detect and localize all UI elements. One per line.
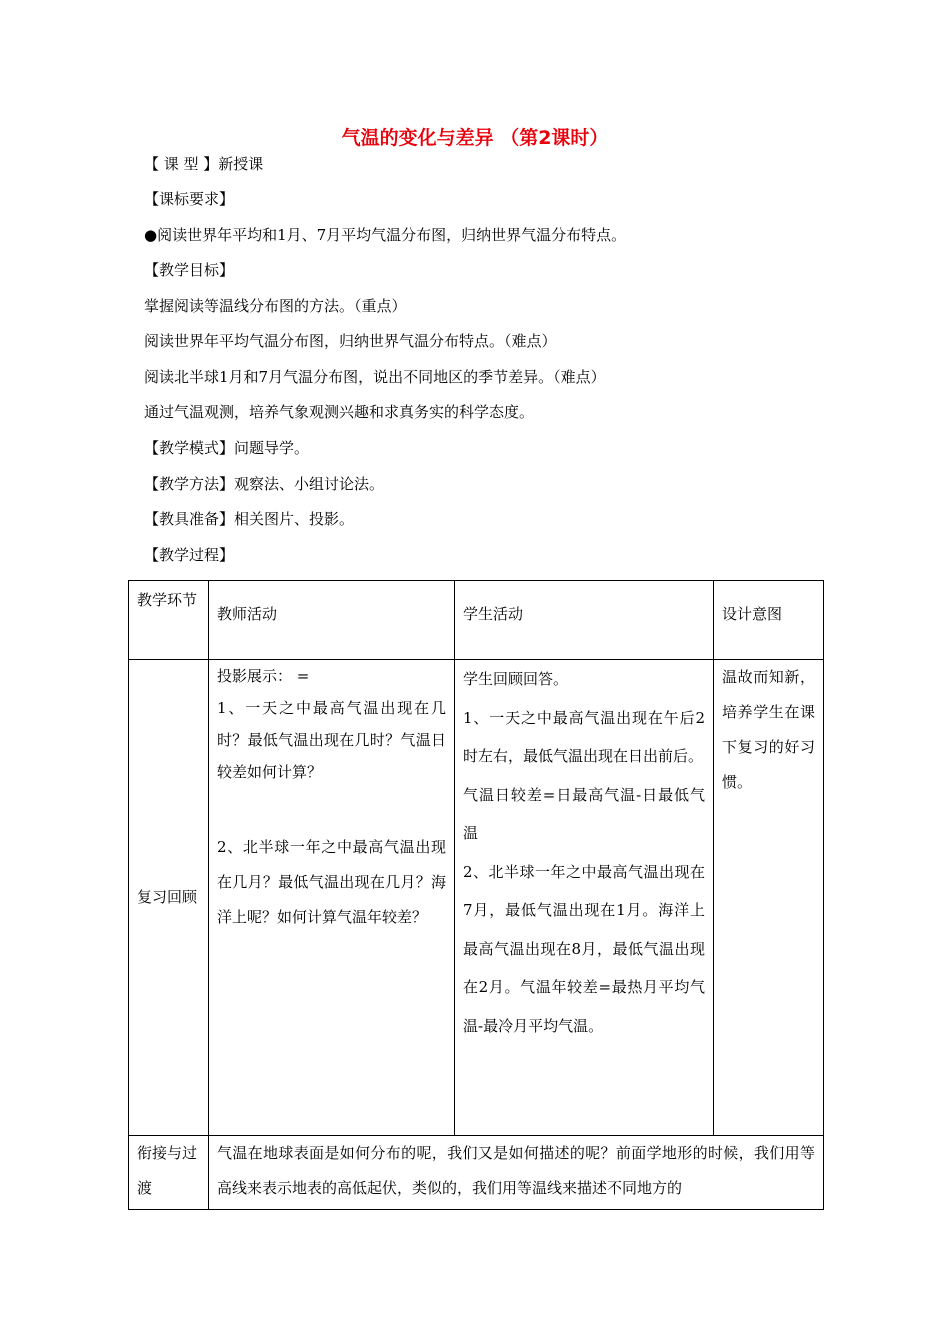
header-teacher: 教师活动 (209, 581, 455, 660)
goal-4: 通过气温观测，培养气象观测兴趣和求真务实的科学态度。 (144, 403, 535, 421)
transition-content: 气温在地球表面是如何分布的呢，我们又是如何描述的呢？前面学地形的时候，我们用等高线来表示地表的高低起伏，类似的，我们用等温线来描述不同地方的 (209, 1136, 824, 1210)
teaching-method: 【教学方法】观察法、小组讨论法。 (144, 475, 385, 493)
standard-heading: 【课标要求】 (144, 190, 235, 208)
goals-heading: 【教学目标】 (144, 261, 235, 279)
teacher-activity (209, 660, 455, 1136)
teacher-activity-part-2: 2、北半球一年之中最高气温出现在几月？最低气温出现在几月？海洋上呢？如何计算气温年较差？ (217, 838, 446, 926)
table-header-row (129, 581, 824, 660)
goal-3: 阅读北半球1月和7月气温分布图，说出不同地区的季节差异。（难点） (144, 368, 606, 386)
header-intent: 设计意图 (714, 581, 824, 660)
header-stage: 教学环节 (129, 581, 209, 660)
stage-review: 复习回顾 (129, 660, 209, 1136)
process-heading: 【教学过程】 (144, 546, 235, 564)
page-title: 气温的变化与差异 （第2课时） (341, 127, 609, 149)
student-activity: 学生回顾回答。 1、一天之中最高气温出现在午后2时左右，最低气温出现在日出前后。 气温日较差=日最高气温-日最低气温 2、北半球一年之中最高气温出现在7月，最低气温出现在1月。海洋上最高气温出现在8月，最低气温出现在2月。气温年较差=最热月平均气温-最冷月平均气温。 (455, 660, 714, 1136)
goal-1: 掌握阅读等温线分布图的方法。（重点） (144, 297, 407, 315)
table-row (129, 1136, 824, 1210)
table-row (129, 660, 824, 1136)
course-type: 【 课 型 】新授课 (144, 155, 264, 173)
stage-transition: 衔接与过渡 (129, 1136, 209, 1210)
goal-2: 阅读世界年平均气温分布图，归纳世界气温分布特点。（难点） (144, 332, 557, 350)
teaching-mode: 【教学模式】问题导学。 (144, 439, 310, 457)
header-student: 学生活动 (455, 581, 714, 660)
teaching-tools: 【教具准备】相关图片、投影。 (144, 510, 355, 528)
standard-item: ●阅读世界年平均和1月、7月平均气温分布图，归纳世界气温分布特点。 (144, 226, 627, 244)
teacher-activity-part-1: 投影展示： = 1、一天之中最高气温出现在几时？最低气温出现在几时？气温日较差如何计算？ (217, 667, 446, 781)
design-intent: 温故而知新，培养学生在课下复习的好习惯。 (714, 660, 824, 1136)
process-table (128, 580, 824, 1210)
